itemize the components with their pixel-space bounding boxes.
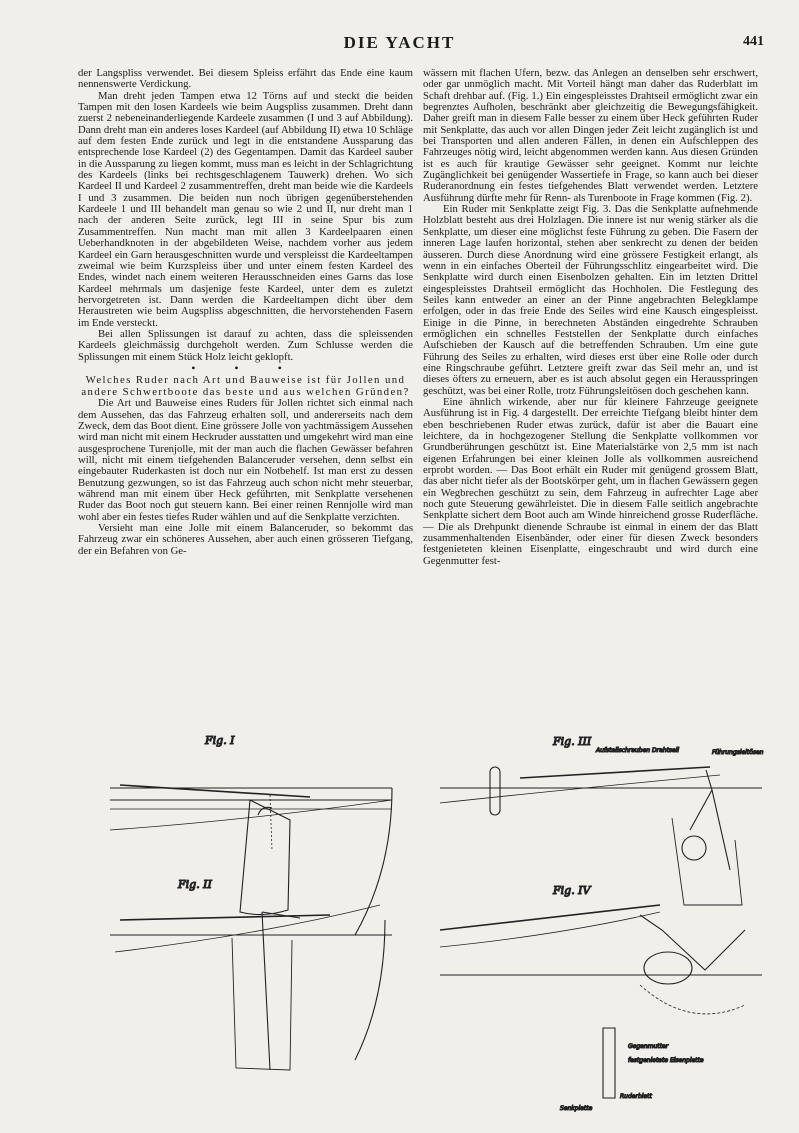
tiller: [440, 905, 660, 930]
senkplatte-raised: [644, 952, 692, 984]
rudder-stock: [690, 770, 730, 870]
paragraph: Ein Ruder mit Senkplatte zeigt Fig. 3. Das die Senkplatte aufnehmende Holzblatt besteht aus drei Holzlagen. Die innere ist nur wenig stärker als die Senkplatte, um dieser eine möglichst feste Führung zu geben. Die Fasern der inneren Lage laufen horizontal, stehen aber senkrecht zu denen der beiden äusseren. Durch diese Anordnung wird eine grössere Festigkeit erlangt, als wenn in ein einfaches Oberteil der Führungsschlitz eingearbeitet wird. Die Senkplatte wird durch einen Eisenbolzen gehalten. Ein im letzten Drittel eingespleisstes Drahtseil ermöglicht das Hochholen. Die Festlegung des Seiles kann entweder an einer an der Pinne angebrachten Belegklampe erfolgen, oder in das freie Ende des Seiles wird eine Kausch eingespleisst. Einige in die Pinne, in berechneten Abständen eingedrehte Schrauben ermöglichen ein schnelles Feststellen der Senkplatte durch einfaches Aufschieben der Kausch auf die betreffenden Schrauben. Um eine gute Führung des Seiles zu erhalten, wird dieses erst über eine Rolle oder durch eine Ringschraube geführt. Letztere greift zwar das Seil mehr an, und ist dieses öfters zu erneuern, aber es ist auch absolut gegen ein Herausspringen geschützt, was bei einer Rolle, trotz Führungsleitösen doch geschehen kann.: [423, 203, 758, 397]
hull-curve: [110, 800, 392, 830]
hull-curve: [440, 775, 720, 803]
figure-4-label: Fig. IV: [553, 884, 591, 897]
rudder-blade: [232, 938, 292, 1070]
paragraph: Versieht man eine Jolle mit einem Balanceruder, so bekommt das Fahrzeug zwar ein schöneres Aussehen, aber auch einen grösseren Tiefgang, der ein Befahren von Ge-: [78, 522, 413, 557]
section-detail: [603, 1028, 615, 1098]
figure-3-label: Fig. III: [553, 735, 592, 748]
left-column: [78, 68, 413, 557]
rudder-blade: [640, 915, 745, 970]
hull-curve: [115, 905, 380, 952]
paragraph: Eine ähnlich wirkende, aber nur für kleinere Fahrzeuge geeignete Ausführung ist in Fig. 4 dargestellt. Der erreichte Tiefgang bleibt hinter dem eben beschriebenen Ruder etwas zurück, dafür ist aber die Bauart eine leichtere, da in hochgezogener Stellung die Senkplatte vollkommen vor Grundberührungen geschützt ist. Eine Materialstärke von 2,5 mm ist nach eigenen Erfahrungen bei einer kleinen Jolle als vollkommen ausreichend erprobt worden. — Das Boot erhält ein Ruder mit genügend grossem Blatt, das aber nicht tiefer als der Bootskörper geht, um in flachen Gewässern gegen ein Wegbrechen geschützt zu sein, dem Fahrzeug in aufrechter Lage aber noch gute Steuerung gewährleistet. Die in diesem Falle seitlich angebrachte Senkplatte sichert dem Boot auch am Winde hinreichend grosse Ruderfläche. — Die als Drehpunkt dienende Schraube ist einmal in einem der das Blatt zusammenhaltenden Eisenbänder, oder einer für diesen Zweck besonders festgenieteten kleinen Eisenplatte, eingeschraubt und wird durch eine Gegenmutter fest-: [423, 395, 758, 567]
paragraph: Bei allen Splissungen ist darauf zu achten, dass die spleissenden Kardeels gleichmässig durchgeholt werden. Zum Schlusse werden die Splissungen mit einem Stück Holz leicht geklopft.: [78, 327, 413, 363]
figure-1: [110, 734, 392, 935]
stern-curve: [355, 920, 385, 1060]
stern-curve: [355, 788, 392, 935]
tiller: [520, 767, 710, 778]
pivot-bolt: [682, 836, 706, 860]
rudder-hook: [258, 807, 272, 815]
fig3-annotation: Führungsleitösen: [712, 749, 764, 756]
figure-4: [440, 884, 762, 1112]
hull-curve: [440, 912, 660, 947]
right-column: [423, 68, 758, 567]
journal-title: DIE YACHT: [343, 33, 456, 52]
paragraph: der Langspliss verwendet. Bei diesem Spleiss erfährt das Ende eine kaum nennenswerte Verdickung.: [78, 67, 413, 91]
figure-2-label: Fig. II: [178, 878, 212, 891]
rudder-head-section: [490, 767, 500, 815]
tiller: [120, 785, 310, 797]
rudder-wire: [270, 795, 272, 850]
section-divider: • • •: [191, 360, 300, 375]
senkplatte-lowered: [640, 985, 745, 1014]
fig4-annotation: Gegenmutter: [628, 1043, 669, 1050]
senkplatte: [672, 818, 742, 905]
paragraph: Man dreht jeden Tampen etwa 12 Törns auf und steckt die beiden Tampen mit den losen Kardeels wie beim Augspliss zusammen. Dreht dann zuerst 2 nebeneinanderliegende Kardeele zusammen (I und 3 auf Abbildung). Dann dreht man ein anderes loses Kardeel (auf Abbildung II) etwa 10 Schläge auf dem festen Ende zurück und legt in die entstandene Aussparung das entsprechende lose Kardeel (2) des Gegentampen. Damit das Kardeel sauber in die Aussparung zu liegen kommt, muss man es leicht in der Schlagrichtung des Kardeels (links bei rechtsgeschlagenem Tauwerk) drehen. Wo sich Kardeel II und Kardeel 2 zusammentreffen, dreht man beide wie die Kardeels I und 3 zusammen. Die beiden nun noch übrigen gegenüberstehenden Kardeele 1 und III behandelt man genau so wie 2 und II, nur dreht man 1 nach der anderen Seite zurück, legt III in seine Spur bis zum Zusammentreffen. Nun macht man mit allen 3 Kardeelpaaren einen Ueberhandknoten in der abgebildeten Weise, nachdem vorher aus jedem Kardeel ein Garn herausgeschnitten wurde und verspleisst die Kardeeltampen zweimal wie beim Kurzspleiss über und unter einem festen Kardeel des Endes, windet nach einem weiteren Herausschneiden eines Garns das lose Kardeel mehrmals um dasjenige feste Kardeel, unter dem es zuletzt hervorgetreten ist. Dann werden die Kardeeltampen dicht über dem Heraustreten wie beim Augspliss abgeschnitten, die hervorstehenden Fasern im Ende versteckt.: [78, 89, 413, 329]
rudder-stock: [262, 912, 300, 1070]
page-number: 441: [743, 34, 764, 49]
fig4-annotation: Senkplatte: [560, 1105, 593, 1112]
tiller: [120, 915, 330, 920]
paragraph: Die Art und Bauweise eines Ruders für Jollen richtet sich einmal nach dem Aussehen, das das Fahrzeug erhalten soll, und andererseits nach dem Zweck, dem das Boot dient. Eine grössere Jolle von yachtmässigem Aussehen wird man nicht mit einem Heckruder ausstatten und umgekehrt wird man eine ausgesprochene Turenjolle, mit der man auch die flachen Gewässer befahren will, nicht mit einem tiefgehenden Balanceruder versehen, denn selbst ein eingebauter Ruderkasten ist doch nur ein Notbehelf. Ist man erst zu dessen Benutzung gezwungen, so ist das Fahrzeug auch schon nicht mehr steuerbar, während man mit einem über Heck geführten, mit Senkplatte versehenen Ruder das Boot noch gut steuern kann. Bei einer reinen Rennjolle wird man wohl aber ein festes tiefes Ruder wählen und auf die Senkplatte verzichten.: [78, 397, 413, 523]
rudder-blade: [240, 800, 290, 915]
section-heading: Welches Ruder nach Art und Bauweise ist für Jollen und andere Schwertboote das beste und aus welchen Gründen?: [81, 374, 410, 399]
fig4-annotation: Ruderblatt: [620, 1093, 652, 1100]
fig3-annotation: Drahtseil: [652, 747, 680, 754]
figure-1-label: Fig. I: [205, 734, 235, 747]
figure-2: [110, 878, 392, 1070]
paragraph: wässern mit flachen Ufern, bezw. das Anlegen an denselben sehr erschwert, oder gar unmöglich macht. Mit Vorteil hängt man daher das Ruderblatt im Schaft drehbar auf. (Fig. 1.) Ein eingespleisstes Drahtseil ermöglicht zwar ein begrenztes Aufholen, beschränkt aber gleichzeitig die Bewegungsfähigkeit. Daher greift man in diesem Falle besser zu einem über Heck geführten Ruder mit Senkplatte, das auch vor allen Dingen jeder Zeit leicht zugänglich ist und bei Transporten und allen anderen Fällen, in denen ein Aufschleppen des Fahrzeuges nötig wird, leicht abgenommen werden kann. Aus diesen Gründen ist es auch für krautige Gewässer sehr geeignet. Kommt nur leichte Zugänglichkeit bei genügender Wassertiefe in Frage, so kann auch bei dieser Ruderanordnung ein festes tiefgehendes Blatt verwendet werden. Letztere Ausführung dürfte mehr für Renn- als Turenboote in Frage kommen (Fig. 2).: [423, 67, 758, 204]
figure-3: [440, 735, 764, 905]
fig3-annotation: Aufstellschrauben: [596, 747, 650, 754]
fig4-annotation: festgenietete Eisenplatte: [628, 1057, 704, 1064]
